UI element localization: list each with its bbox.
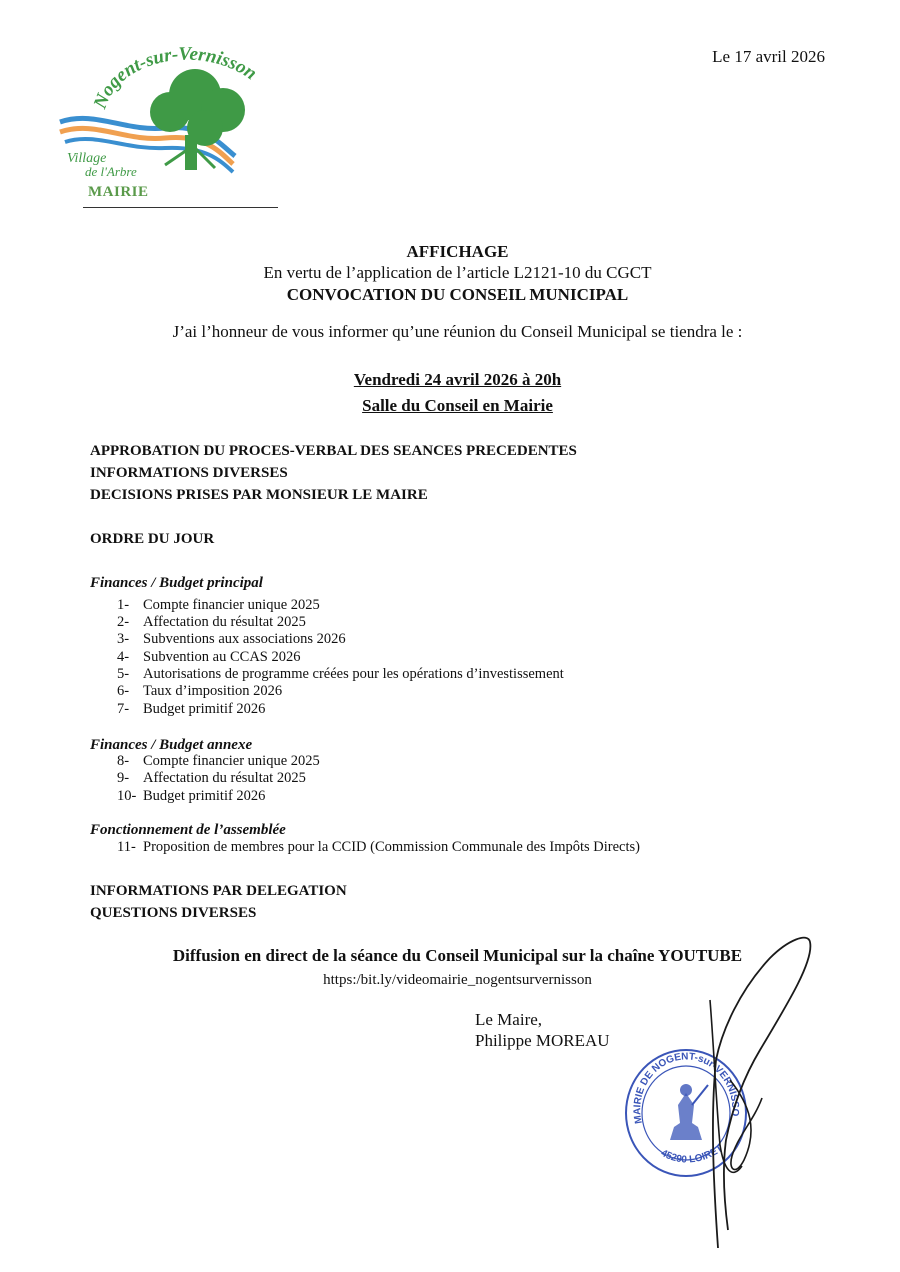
- agenda-item: 5- Autorisations de programme créées pour les opérations d’investissement: [117, 666, 564, 682]
- heading-legal-reference: En vertu de l’application de l’article L2121-10 du CGCT: [263, 263, 652, 282]
- agenda-item: 9- Affectation du résultat 2025: [117, 770, 306, 786]
- section-title: Fonctionnement de l’assemblée: [90, 822, 286, 838]
- meeting-date: Vendredi 24 avril 2026 à 20h: [353, 370, 562, 389]
- stamp-bottom-text: 45290 LOIRET: [658, 1143, 726, 1166]
- logo-divider: [83, 207, 278, 208]
- logo-town-name: Nogent-sur-Vernisson: [89, 43, 261, 112]
- live-broadcast-notice: Diffusion en direct de la séance du Conseil Municipal sur la chaîne YOUTUBE: [172, 946, 743, 965]
- preliminary-item: APPROBATION DU PROCES-VERBAL DES SEANCES PRECEDENTES: [90, 443, 577, 459]
- logo-tagline-2: de l'Arbre: [85, 164, 137, 179]
- closing-item: QUESTIONS DIVERSES: [90, 905, 257, 921]
- agenda-item: 4- Subvention au CCAS 2026: [117, 649, 301, 665]
- agenda-item: 2- Affectation du résultat 2025: [117, 614, 306, 630]
- meeting-location: Salle du Conseil en Mairie: [362, 396, 553, 415]
- section-title: Finances / Budget annexe: [90, 737, 253, 753]
- logo-tagline-1: Village: [67, 151, 107, 166]
- agenda-item: 11- Proposition de membres pour la CCID (Commission Communale des Impôts Directs): [117, 839, 640, 855]
- youtube-link[interactable]: https:/bit.ly/videomairie_nogentsurvernisson: [323, 972, 592, 988]
- heading-convocation: CONVOCATION DU CONSEIL MUNICIPAL: [286, 285, 629, 304]
- preliminary-item: DECISIONS PRISES PAR MONSIEUR LE MAIRE: [90, 487, 428, 503]
- agenda-item: 6- Taux d’imposition 2026: [117, 683, 283, 699]
- signatory-title: Le Maire,: [475, 1010, 543, 1029]
- town-logo: [55, 40, 295, 190]
- document-date: Le 17 avril 2026: [712, 47, 825, 66]
- closing-item: INFORMATIONS PAR DELEGATION: [90, 883, 347, 899]
- agenda-item: 3- Subventions aux associations 2026: [117, 631, 346, 647]
- stamp-outer-text: MAIRIE DE NOGENT-sur-VERNISSO: [632, 1051, 741, 1125]
- preliminary-item: INFORMATIONS DIVERSES: [90, 465, 288, 481]
- signatory-name: Philippe MOREAU: [475, 1031, 610, 1050]
- heading-affichage: AFFICHAGE: [406, 242, 509, 261]
- agenda-item: 7- Budget primitif 2026: [117, 701, 266, 717]
- handwritten-signature: [670, 930, 820, 1255]
- agenda-item: 1- Compte financier unique 2025: [117, 597, 320, 613]
- agenda-item: 10- Budget primitif 2026: [117, 788, 266, 804]
- logo-mairie-label: MAIRIE: [88, 184, 149, 200]
- section-title: Finances / Budget principal: [90, 575, 263, 591]
- intro-text: J’ai l’honneur de vous informer qu’une réunion du Conseil Municipal se tiendra le :: [172, 322, 743, 341]
- ordre-du-jour-heading: ORDRE DU JOUR: [90, 531, 215, 547]
- agenda-item: 8- Compte financier unique 2025: [117, 753, 320, 769]
